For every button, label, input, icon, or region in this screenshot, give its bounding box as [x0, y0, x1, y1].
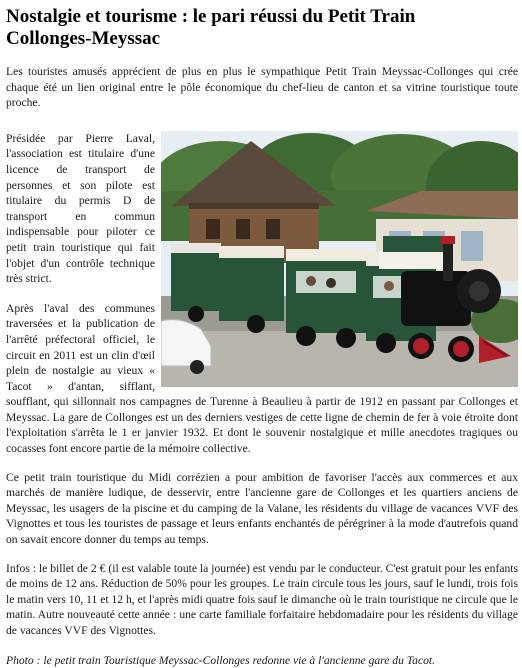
ambition-paragraph: Ce petit train touristique du Midi corrézien a pour ambition de favoriser l'accès aux commerces et aux marchés de manière ludique, de desservir, entre l'ancienne gare de Collonges et les quartiers anciens de Meyssac, les usagers de la piscine et du camping de la Valane, les résidents du village de vacances VVF des Vignottes et tous les touristes de passage et leurs enfants enchantés de pérégriner à la mode d'autrefois quand on savait encore donner du temps au temps. [6, 470, 518, 547]
president-paragraph: Présidée par Pierre Laval, l'association est titulaire d'une licence de transport de personnes et son pilote est titulaire du permis D de transport en commun indispensable pour piloter ce petit train touristique qui fait l'objet d'un contrôle technique très strict. [6, 131, 155, 286]
lead-paragraph: Les touristes amusés apprécient de plus en plus le sympathique Petit Train Meyssac-Collonges qui crée chaque été un lien original entre le pôle économique du chef-lieu de canton et sa vitrine touristique toute proche. [6, 65, 518, 110]
article [6, 6, 518, 668]
info-paragraph: Infos : le billet de 2 € (il est valable toute la journée) est vendu par le conducteur. C'est gratuit pour les enfants de moins de 12 ans. Réduction de 50% pour les groupes. Le train circule tous les jours, sauf le lundi, trois fois le matin vers 10, 11 et 12 h, et l'après midi quatre fois sauf le dimanche où le train touristique ne circule que le matin. Autre nouveauté cette année : une carte familiale forfaitaire hebdomadaire pour les résidents du village de vacances VVF des Vignottes. [6, 561, 518, 637]
history-paragraph: Après l'aval des communes traversées et la publication de l'arrêté préfectoral officiel, le circuit en 2011 est un clin d'œil plein de nostalgie au vieux « Tacot » d'antan, sifflant, soufflant, qui sillonnait nos campagnes de Turenne à Beaulieu à partir de 1912 en passant par Collonges et Meyssac. La gare de Collonges est un des derniers vestiges de cette ligne de chemin de fer à voie étroite dont l'exploitation s'arrêta le 1 er janvier 1932. Et dont le souvenir nostalgique et mille anecdotes tragiques ou cocasses font encore partie de la mémoire collective. [6, 301, 518, 456]
photo-text-block [6, 131, 518, 457]
article-title: Nostalgie et tourisme : le pari réussi du Petit Train Collonges-Meyssac [6, 6, 416, 49]
photo-caption: Photo : le petit train Touristique Meyssac-Collonges redonne vie à l'ancienne gare du Tacot. [6, 653, 436, 667]
petit-train-photo [161, 131, 518, 387]
